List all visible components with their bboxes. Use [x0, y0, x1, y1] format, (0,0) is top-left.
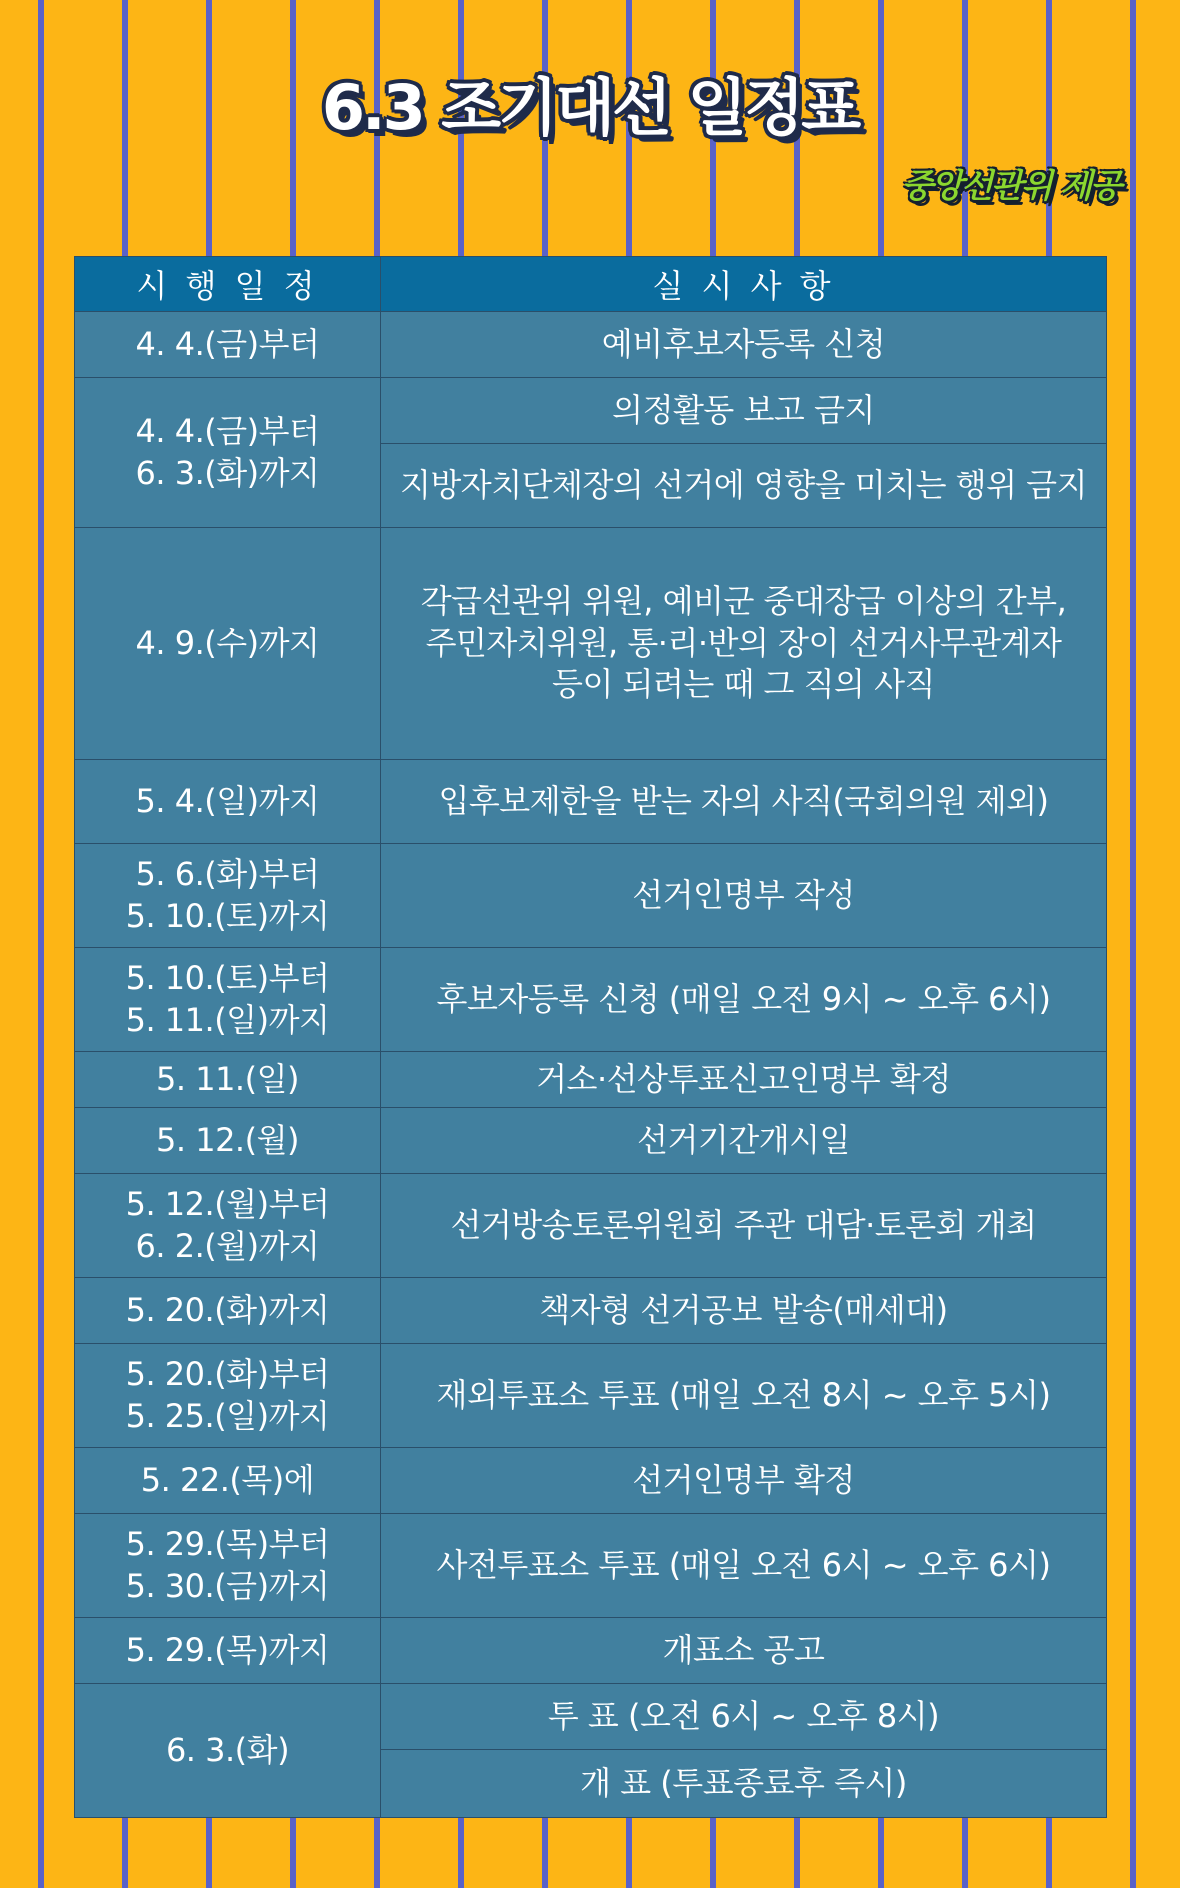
schedule-date	[75, 528, 381, 760]
schedule-item	[381, 1750, 1107, 1818]
date-line: 5. 4.(일)까지	[135, 781, 320, 820]
item-line: 예비후보자등록 신청	[601, 324, 886, 363]
table-row	[75, 1618, 1107, 1684]
date-line: 5. 12.(월)부터	[125, 1184, 330, 1223]
date-line: 6. 2.(월)까지	[135, 1226, 320, 1265]
date-line: 5. 11.(일)	[156, 1059, 299, 1098]
schedule-date	[75, 1278, 381, 1344]
date-line: 5. 29.(목)까지	[125, 1630, 330, 1669]
date-line: 4. 4.(금)부터	[135, 411, 320, 450]
table-row	[75, 948, 1107, 1052]
item-line: 선거방송토론위원회 주관 대담·토론회 개최	[450, 1205, 1037, 1244]
date-line: 6. 3.(화)	[165, 1730, 290, 1769]
schedule-item	[381, 1344, 1107, 1448]
table-row	[75, 1278, 1107, 1344]
schedule-item	[381, 948, 1107, 1052]
date-line: 5. 10.(토)까지	[125, 896, 330, 935]
date-line: 5. 29.(목)부터	[125, 1524, 330, 1563]
table-row	[75, 1514, 1107, 1618]
schedule-date	[75, 1618, 381, 1684]
schedule-item	[381, 444, 1107, 528]
date-line: 5. 12.(월)	[156, 1120, 299, 1159]
schedule-item	[381, 528, 1107, 760]
schedule-date	[75, 760, 381, 844]
date-line: 5. 22.(목)에	[140, 1460, 315, 1499]
item-line: 개표소 공고	[662, 1630, 825, 1669]
schedule-date	[75, 378, 381, 528]
schedule-date	[75, 1108, 381, 1174]
table-row	[75, 528, 1107, 760]
schedule-body	[75, 312, 1107, 1818]
table-row	[75, 1448, 1107, 1514]
credit-label: 중앙선관위 제공	[901, 166, 1120, 205]
table-row	[75, 1344, 1107, 1448]
header-date: 시 행 일 정	[75, 257, 381, 312]
date-line: 5. 11.(일)까지	[125, 1000, 330, 1039]
item-line: 선거인명부 확정	[632, 1460, 855, 1499]
date-line: 5. 6.(화)부터	[135, 854, 320, 893]
schedule-item	[381, 1052, 1107, 1108]
date-line: 5. 10.(토)부터	[125, 958, 330, 997]
table-row	[75, 1684, 1107, 1750]
schedule-item	[381, 760, 1107, 844]
item-line: 책자형 선거공보 발송(매세대)	[539, 1290, 948, 1329]
schedule-item	[381, 1684, 1107, 1750]
item-line: 지방자치단체장의 선거에 영향을 미치는 행위 금지	[399, 465, 1087, 504]
schedule-item	[381, 1278, 1107, 1344]
schedule-item	[381, 1448, 1107, 1514]
item-line: 각급선관위 위원, 예비군 중대장급 이상의 간부,	[420, 582, 1067, 621]
date-line: 4. 4.(금)부터	[135, 324, 320, 363]
schedule-table	[74, 256, 1107, 1818]
header-item: 실 시 사 항	[381, 257, 1107, 312]
schedule-date	[75, 312, 381, 378]
item-line: 사전투표소 투표 (매일 오전 6시 ~ 오후 6시)	[436, 1545, 1051, 1584]
item-line: 의정활동 보고 금지	[612, 390, 875, 429]
schedule-date	[75, 1174, 381, 1278]
schedule-date	[75, 1052, 381, 1108]
item-line: 주민자치위원, 통·리·반의 장이 선거사무관계자	[425, 623, 1062, 662]
schedule-item	[381, 1514, 1107, 1618]
date-line: 5. 20.(화)부터	[125, 1354, 330, 1393]
schedule-date	[75, 844, 381, 948]
schedule-date	[75, 1344, 381, 1448]
date-line: 5. 30.(금)까지	[125, 1566, 330, 1605]
item-line: 입후보제한을 받는 자의 사직(국회의원 제외)	[438, 781, 1049, 820]
table-row	[75, 1052, 1107, 1108]
schedule-item	[381, 844, 1107, 948]
item-line: 선거인명부 작성	[632, 875, 855, 914]
date-line: 5. 25.(일)까지	[125, 1396, 330, 1435]
schedule-date	[75, 1448, 381, 1514]
schedule-item	[381, 1618, 1107, 1684]
page-title: 6.3 조기대선 일정표	[321, 71, 859, 144]
table-row	[75, 378, 1107, 444]
date-line: 4. 9.(수)까지	[135, 623, 320, 662]
table-row	[75, 312, 1107, 378]
item-line: 투 표 (오전 6시 ~ 오후 8시)	[547, 1696, 940, 1735]
schedule-date	[75, 948, 381, 1052]
schedule-date	[75, 1684, 381, 1818]
item-line: 후보자등록 신청 (매일 오전 9시 ~ 오후 6시)	[436, 979, 1051, 1018]
date-line: 5. 20.(화)까지	[125, 1290, 330, 1329]
schedule-item	[381, 312, 1107, 378]
table-header-row	[75, 257, 1107, 312]
schedule-item	[381, 378, 1107, 444]
item-line: 등이 되려는 때 그 직의 사직	[552, 665, 935, 704]
item-line: 거소·선상투표신고인명부 확정	[536, 1059, 951, 1098]
schedule-date	[75, 1514, 381, 1618]
item-line: 선거기간개시일	[637, 1120, 850, 1159]
schedule-item	[381, 1108, 1107, 1174]
item-line: 개 표 (투표종료후 즉시)	[580, 1763, 907, 1802]
date-line: 6. 3.(화)까지	[135, 453, 320, 492]
table-row	[75, 760, 1107, 844]
table-row	[75, 1108, 1107, 1174]
schedule-item	[381, 1174, 1107, 1278]
table-row	[75, 1174, 1107, 1278]
table-row	[75, 844, 1107, 948]
item-line: 재외투표소 투표 (매일 오전 8시 ~ 오후 5시)	[436, 1375, 1051, 1414]
